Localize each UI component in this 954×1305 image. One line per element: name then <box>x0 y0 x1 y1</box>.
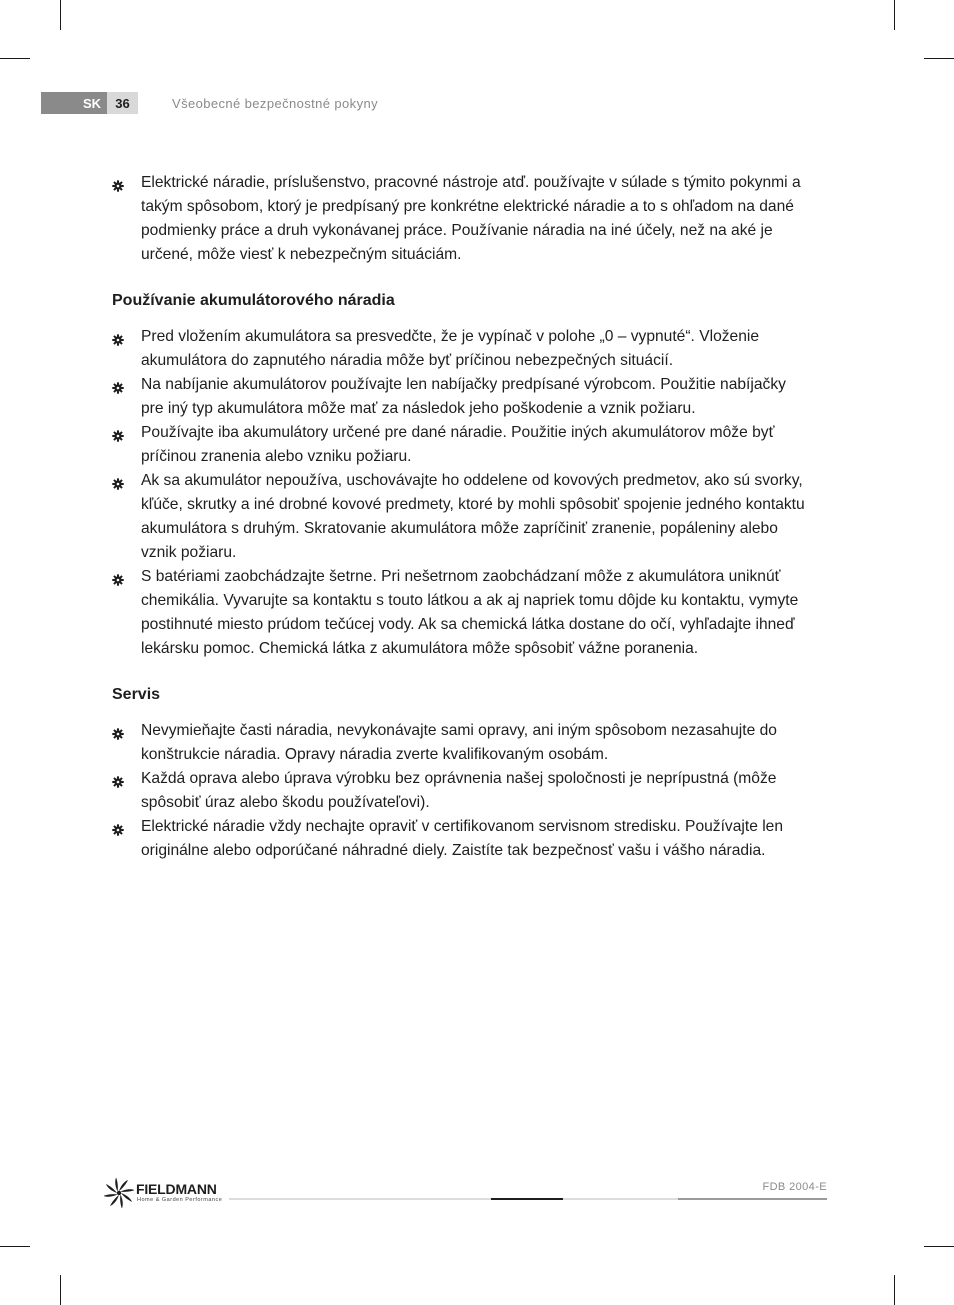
bullet-item <box>112 469 812 565</box>
brand-tagline: Home & Garden Performance <box>137 1197 223 1203</box>
bullet-item <box>112 171 812 267</box>
crop-mark <box>924 58 954 59</box>
gear-bullet-icon <box>112 330 124 342</box>
gear-bullet-icon <box>112 378 124 390</box>
bullet-text: Na nabíjanie akumulátorov používajte len nabíjačky predpísané výrobcom. Použitie nabíjačky pre iný typ akumulátora môže mať za následok jeho poškodenie a vznik požiaru. <box>141 376 786 417</box>
crop-mark <box>894 0 895 30</box>
gear-bullet-icon <box>112 426 124 438</box>
crop-mark <box>0 58 30 59</box>
gear-bullet-icon <box>112 772 124 784</box>
brand-logo <box>104 1177 229 1209</box>
crop-mark <box>894 1275 895 1305</box>
crop-mark <box>924 1246 954 1247</box>
footer-rule-accent <box>491 1198 563 1200</box>
section-title: Všeobecné bezpečnostné pokyny <box>172 96 379 111</box>
gear-bullet-icon <box>112 176 124 188</box>
bullet-item <box>112 767 812 815</box>
footer-rule-segment <box>678 1198 827 1200</box>
bullet-item <box>112 719 812 767</box>
bullet-item <box>112 325 812 373</box>
bullet-text: Používajte iba akumulátory určené pre dané náradie. Použitie iných akumulátorov môže byť príčinou zranenia alebo vzniku požiaru. <box>141 424 775 465</box>
crop-mark <box>60 0 61 30</box>
section-heading: Servis <box>112 686 161 703</box>
bullet-text: Pred vložením akumulátora sa presvedčte, že je vypínač v polohe „0 – vypnuté“. Vloženie akumulátora do zapnutého náradia môže byť príčinou nebezpečných situácií. <box>141 328 760 369</box>
brand-name: FIELDMANN <box>136 1181 217 1197</box>
bullet-text: Nevymieňajte časti náradia, nevykonávajte sami opravy, ani iným spôsobom nezasahujte do konštrukcie náradia. Opravy náradia zverte kvalifikovaným osobám. <box>141 722 777 763</box>
language-badge: SK <box>41 92 107 114</box>
fieldmann-swirl-logo-icon <box>104 1178 134 1208</box>
bullet-item <box>112 373 812 421</box>
bullet-item <box>112 815 812 863</box>
page-number: 36 <box>107 92 138 114</box>
footer-rule <box>229 1198 827 1200</box>
crop-mark <box>60 1275 61 1305</box>
gear-bullet-icon <box>112 820 124 832</box>
model-code: FDB 2004-E <box>762 1181 827 1193</box>
bullet-text: Elektrické náradie, príslušenstvo, pracovné nástroje atď. používajte v súlade s týmito pokynmi a takým spôsobom, ktorý je predpísaný pre konkrétne elektrické náradie a to s ohľadom na dané podmienky práce a druh vykonávanej práce. Používanie náradia na iné účely, než na aké je určené, môže viesť k nebezpečným situáciám. <box>141 174 801 263</box>
page-header-tab <box>41 92 138 114</box>
bullet-item <box>112 565 812 661</box>
section-heading: Používanie akumulátorového náradia <box>112 292 395 309</box>
bullet-text: Elektrické náradie vždy nechajte opraviť v certifikovanom servisnom stredisku. Používajte len originálne alebo odporúčané náhradné diely. Zaistíte tak bezpečnosť vašu i vášho náradia. <box>141 818 784 859</box>
gear-bullet-icon <box>112 474 124 486</box>
gear-bullet-icon <box>112 570 124 582</box>
crop-mark <box>0 1246 30 1247</box>
bullet-text: S batériami zaobchádzajte šetrne. Pri nešetrnom zaobchádzaní môže z akumulátora uniknúť chemikália. Vyvarujte sa kontaktu s touto látkou a ak aj napriek tomu dôjde ku kontaktu, vymyte postihnuté miesto prúdom tečúcej vody. Ak sa chemická látka dostane do očí, vyhľadajte ihneď lekársku pomoc. Chemická látka z akumulátora môže spôsobiť vážne poranenia. <box>141 568 799 657</box>
bullet-text: Každá oprava alebo úprava výrobku bez oprávnenia našej spoločnosti je neprípustná (môže spôsobiť úraz alebo škodu používateľovi). <box>141 770 777 811</box>
gear-bullet-icon <box>112 724 124 736</box>
document-body <box>112 171 812 863</box>
bullet-item <box>112 421 812 469</box>
bullet-text: Ak sa akumulátor nepoužíva, uschovávajte ho oddelene od kovových predmetov, ako sú svorky, kľúče, skrutky a iné drobné kovové predmety, ktoré by mohli spôsobiť spojenie jedného kontaktu akumulátora s druhým. Skratovanie akumulátora môže zapríčiniť zranenie, popáleniny alebo vznik požiaru. <box>141 472 805 561</box>
